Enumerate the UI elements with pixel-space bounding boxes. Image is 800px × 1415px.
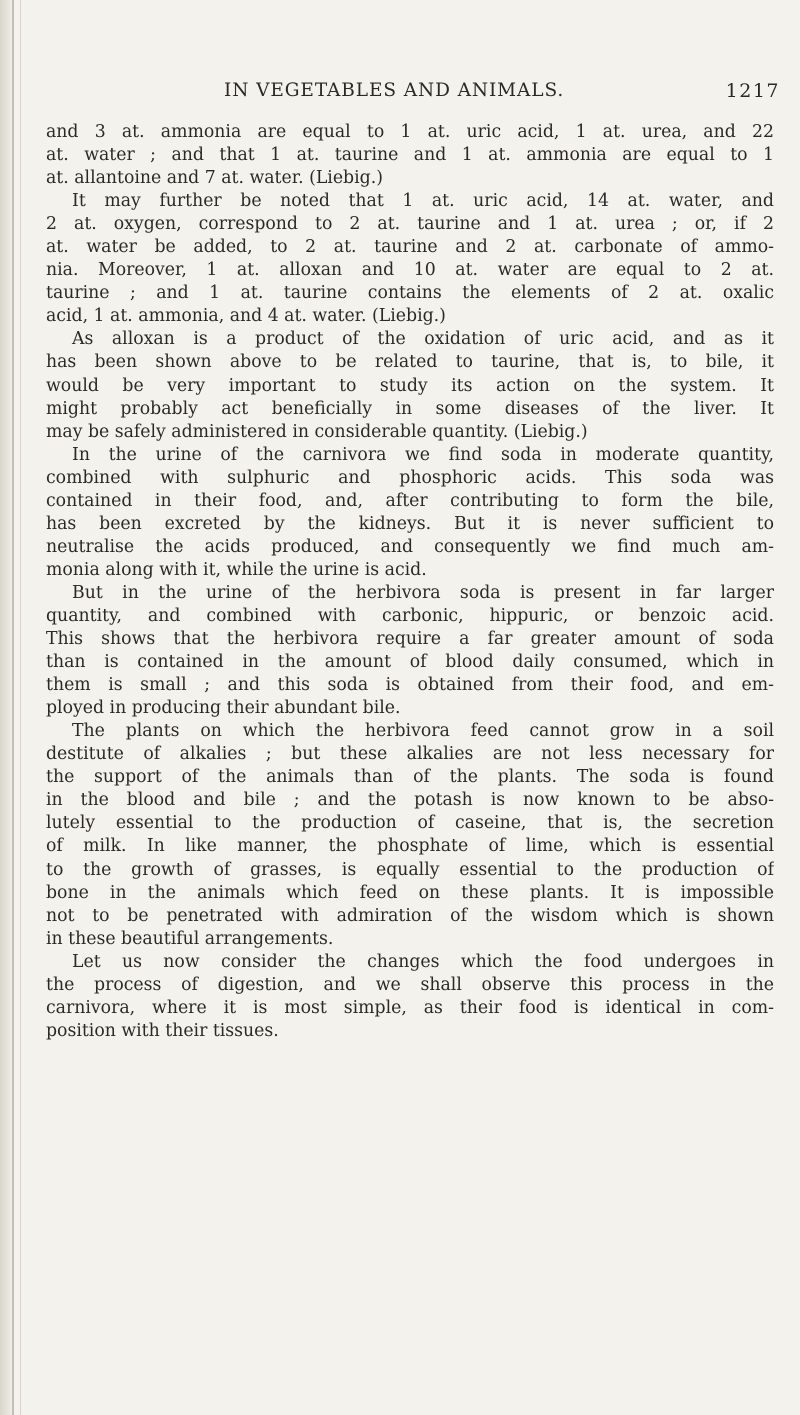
- text-line: not to be penetrated with admiration of the wisdom which is shown: [46, 905, 774, 926]
- binding-edge-line-inner: [20, 0, 21, 1415]
- text-line: carnivora, where it is most simple, as their food is identical in com-: [46, 997, 774, 1018]
- text-line: lutely essential to the production of caseine, that is, the secretion: [46, 813, 774, 834]
- text-line: It may further be noted that 1 at. uric acid, 14 at. water, and: [72, 191, 774, 212]
- text-line: has been shown above to be related to taurine, that is, to bile, it: [46, 352, 774, 373]
- text-line: them is small ; and this soda is obtained from their food, and em-: [46, 675, 774, 696]
- binding-edge-line: [12, 0, 14, 1415]
- text-line: combined with sulphuric and phosphoric acids. This soda was: [46, 467, 774, 488]
- text-line: at. allantoine and 7 at. water. (Liebig.): [46, 168, 383, 189]
- text-line: nia. Moreover, 1 at. alloxan and 10 at. water are equal to 2 at.: [46, 260, 774, 281]
- text-line: The plants on which the herbivora feed cannot grow in a soil: [72, 721, 774, 742]
- text-line: monia along with it, while the urine is acid.: [46, 559, 427, 580]
- page-number: 1217: [725, 80, 780, 102]
- text-line: may be safely administered in considerable quantity. (Liebig.): [46, 421, 588, 442]
- text-line: This shows that the herbivora require a far greater amount of soda: [46, 629, 774, 650]
- text-line: neutralise the acids produced, and consequently we find much am-: [46, 536, 774, 557]
- text-line: contained in their food, and, after contributing to form the bile,: [46, 490, 774, 511]
- running-title: IN VEGETABLES AND ANIMALS.: [224, 80, 565, 101]
- text-line: the support of the animals than of the plants. The soda is found: [46, 767, 774, 788]
- text-line: would be very important to study its action on the system. It: [46, 375, 774, 396]
- text-line: in these beautiful arrangements.: [46, 928, 334, 949]
- text-line: As alloxan is a product of the oxidation of uric acid, and as it: [72, 329, 774, 350]
- text-line: destitute of alkalies ; but these alkalies are not less necessary for: [46, 744, 774, 765]
- text-line: at. water be added, to 2 at. taurine and 2 at. carbonate of ammo-: [46, 237, 774, 258]
- text-line: of milk. In like manner, the phosphate of lime, which is essential: [46, 836, 774, 857]
- text-line: Let us now consider the changes which the food undergoes in: [72, 951, 774, 972]
- body-text: [46, 121, 774, 1043]
- running-head: [40, 80, 780, 110]
- text-line: and 3 at. ammonia are equal to 1 at. uric acid, 1 at. urea, and 22: [46, 122, 774, 142]
- text-line: in the blood and bile ; and the potash is now known to be abso-: [46, 790, 774, 811]
- text-line: bone in the animals which feed on these plants. It is impossible: [46, 882, 774, 903]
- text-line: acid, 1 at. ammonia, and 4 at. water. (Liebig.): [46, 306, 446, 327]
- text-line: quantity, and combined with carbonic, hippuric, or benzoic acid.: [46, 605, 774, 626]
- text-line: taurine ; and 1 at. taurine contains the elements of 2 at. oxalic: [46, 283, 774, 304]
- text-line: has been excreted by the kidneys. But it is never sufficient to: [46, 513, 774, 534]
- text-line: at. water ; and that 1 at. taurine and 1 at. ammonia are equal to 1: [46, 145, 774, 166]
- text-line: In the urine of the carnivora we find soda in moderate quantity,: [72, 444, 774, 465]
- text-line: to the growth of grasses, is equally essential to the production of: [46, 859, 774, 880]
- text-line: the process of digestion, and we shall observe this process in the: [46, 974, 774, 995]
- text-line: position with their tissues.: [46, 1020, 279, 1041]
- text-line: than is contained in the amount of blood daily consumed, which in: [46, 652, 774, 673]
- text-line: 2 at. oxygen, correspond to 2 at. taurine and 1 at. urea ; or, if 2: [46, 214, 774, 235]
- text-line: might probably act beneficially in some diseases of the liver. It: [46, 398, 774, 419]
- text-line: But in the urine of the herbivora soda is present in far larger: [72, 582, 774, 603]
- text-line: ployed in producing their abundant bile.: [46, 698, 401, 719]
